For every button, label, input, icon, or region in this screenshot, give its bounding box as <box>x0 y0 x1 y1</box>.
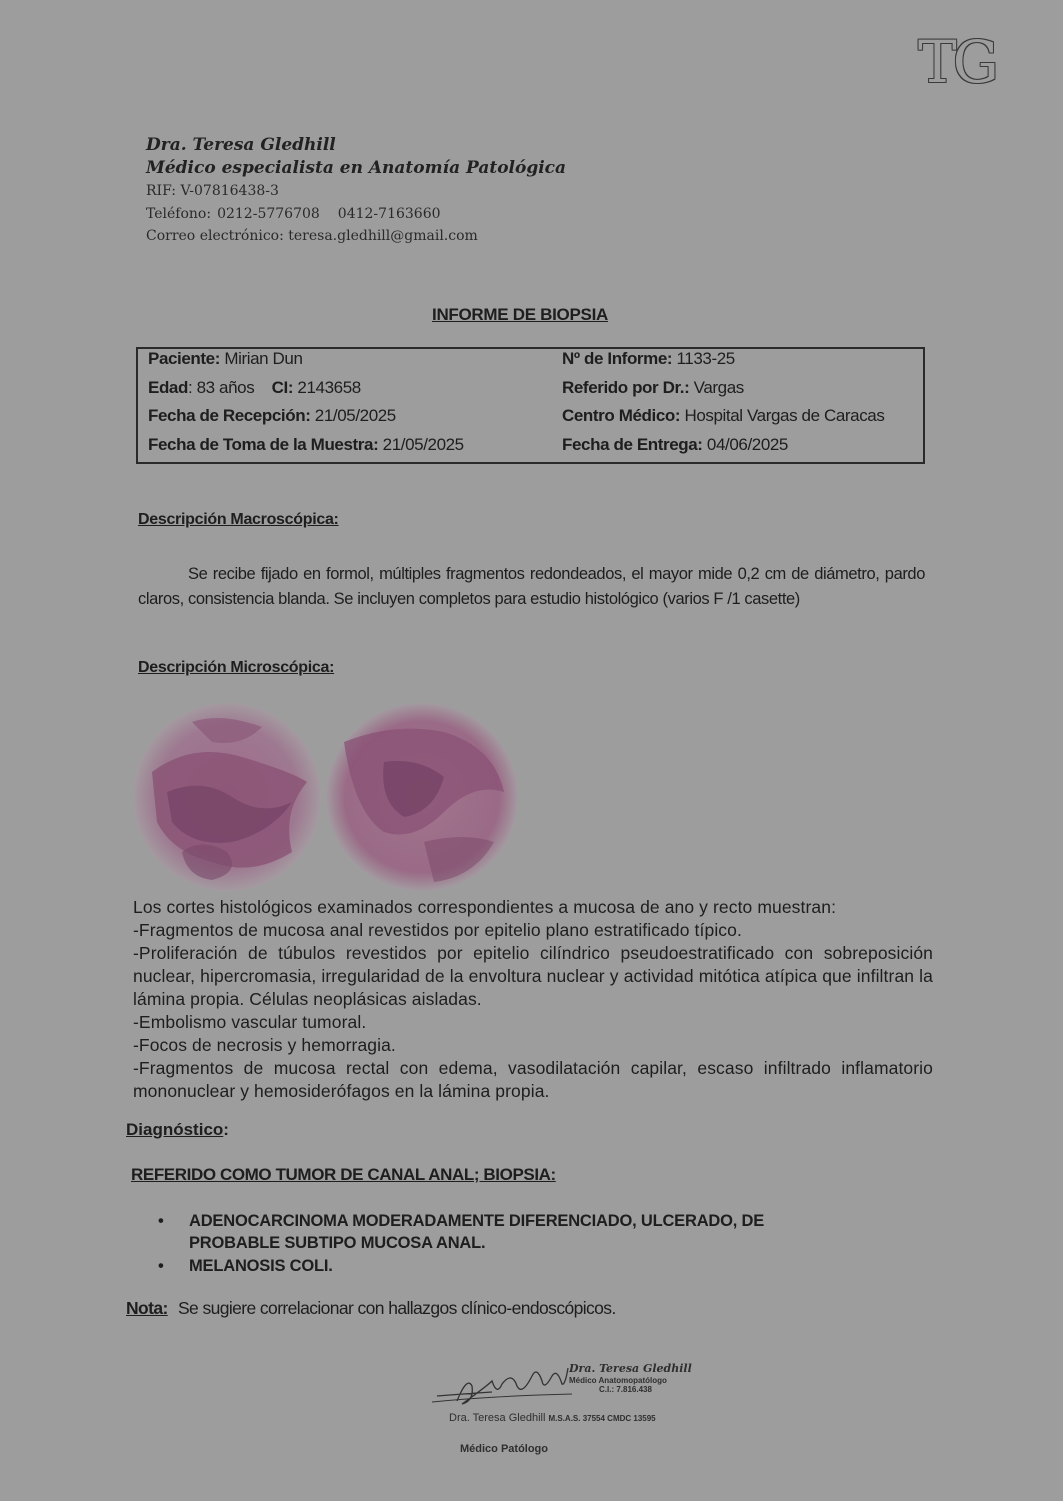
macro-title: Descripción Macroscópica: <box>138 511 339 528</box>
doctor-header <box>146 134 566 248</box>
diagnosis-title-text: Diagnóstico <box>126 1120 224 1139</box>
delivery-row <box>562 435 788 455</box>
doctor-stamp <box>569 1362 692 1394</box>
signature-title: Médico Patólogo <box>460 1443 548 1455</box>
reception-value: 21/05/2025 <box>314 406 396 425</box>
age-row: Edad: 83 años CI: 2143658 <box>148 378 361 397</box>
center-label: Centro Médico: <box>562 406 681 425</box>
sample-row <box>148 435 464 455</box>
tg-logo: TG <box>918 28 996 96</box>
signature-name <box>449 1412 656 1424</box>
micro-line: -Embolismo vascular tumoral. <box>133 1012 367 1032</box>
patient-value: Mirian Dun <box>224 349 303 368</box>
delivery-label: Fecha de Entrega: <box>562 435 703 454</box>
phone-1: 0212-5776708 <box>217 205 320 222</box>
doctor-specialty: Médico especialista en Anatomía Patológica <box>146 158 567 178</box>
phone-label: Teléfono: <box>146 205 212 222</box>
micro-line: -Fragmentos de mucosa rectal con edema, vasodilatación capilar, escaso infiltrado inflamatorio mononuclear y hemosiderófagos en la lámina propia. <box>133 1058 933 1101</box>
micro-line: -Fragmentos de mucosa anal revestidos por epitelio plano estratificado típico. <box>133 920 742 940</box>
stamp-line-3: M.S.A.S. 37554 CMDC 13595 <box>548 1414 656 1423</box>
micro-line: Los cortes histológicos examinados correspondientes a mucosa de ano y recto muestran: <box>133 897 837 917</box>
micro-title: Descripción Microscópica: <box>138 659 335 676</box>
macro-description <box>138 562 925 612</box>
report-title: INFORME DE BIOPSIA <box>432 305 608 324</box>
stamp-name: Dra. Teresa Gledhill <box>569 1362 692 1375</box>
ci-value: 2143658 <box>297 378 361 397</box>
referred-row <box>562 378 744 398</box>
report-no-label: Nº de Informe: <box>562 349 673 368</box>
referred-label: Referido por Dr.: <box>562 378 690 397</box>
doctor-name: Dra. Teresa Gledhill <box>146 135 336 155</box>
referred-value: Vargas <box>693 378 744 397</box>
note <box>126 1298 616 1319</box>
diagnosis-item: • ADENOCARCINOMA MODERADAMENTE DIFERENCIADO, ULCERADO, DE PROBABLE SUBTIPO MUCOSA ANAL. <box>158 1212 765 1252</box>
delivery-value: 04/06/2025 <box>706 435 788 454</box>
micro-line: -Focos de necrosis y hemorragia. <box>133 1035 396 1055</box>
diagnosis-item-text: ADENOCARCINOMA MODERADAMENTE DIFERENCIADO, ULCERADO, DE PROBABLE SUBTIPO MUCOSA ANAL. <box>189 1212 765 1252</box>
age-value: 83 años <box>196 378 255 397</box>
reception-label: Fecha de Recepción: <box>148 406 311 425</box>
sample-value: 21/05/2025 <box>382 435 464 454</box>
micro-line: -Proliferación de túbulos revestidos por epitelio cilíndrico pseudoestratificado con sobreposición nuclear, hipercromasia, irregularidad de la envoltura nuclear y actividad mitótica atípica que infiltran la lámina propia. Células neoplásicas aisladas. <box>133 943 933 1009</box>
report-no-value: 1133-25 <box>676 349 735 368</box>
age-label: Edad <box>148 378 188 397</box>
diagnosis-item: • MELANOSIS COLI. <box>158 1257 333 1275</box>
doctor-phones <box>146 203 566 226</box>
doctor-rif: RIF: V-07816438-3 <box>146 183 279 199</box>
center-row <box>562 406 884 426</box>
micro-description <box>133 896 933 1103</box>
stamp-line-1: Médico Anatomopatólogo <box>569 1376 667 1385</box>
report-no-row <box>562 349 735 369</box>
note-text: Se sugiere correlacionar con hallazgos clínico-endoscópicos. <box>177 1298 616 1318</box>
signature-name-text: Dra. Teresa Gledhill <box>449 1412 546 1424</box>
diagnosis-list <box>158 1210 838 1278</box>
doctor-email: Correo electrónico: teresa.gledhill@gmail.com <box>146 228 478 244</box>
ci-label: CI: <box>271 378 294 397</box>
stamp-line-2: C.I.: 7.816.438 <box>599 1385 652 1394</box>
note-label: Nota: <box>126 1298 168 1318</box>
diagnosis-heading: REFERIDO COMO TUMOR DE CANAL ANAL; BIOPSIA: <box>131 1165 556 1184</box>
histology-image-2 <box>324 702 520 892</box>
patient-label: Paciente: <box>148 349 220 368</box>
diagnosis-item-text: MELANOSIS COLI. <box>189 1257 333 1275</box>
phone-2: 0412-7163660 <box>337 205 441 222</box>
histology-image-1 <box>132 702 322 892</box>
macro-text: Se recibe fijado en formol, múltiples fragmentos redondeados, el mayor mide 0,2 cm de diámetro, pardo claros, consistencia blanda. Se incluyen completos para estudio histológico (varios F /1 casette) <box>138 565 925 608</box>
center-value: Hospital Vargas de Caracas <box>684 406 885 425</box>
patient-row <box>148 349 303 369</box>
diagnosis-title: Diagnóstico: <box>126 1120 229 1139</box>
sample-label: Fecha de Toma de la Muestra: <box>148 435 379 454</box>
reception-row <box>148 406 396 426</box>
